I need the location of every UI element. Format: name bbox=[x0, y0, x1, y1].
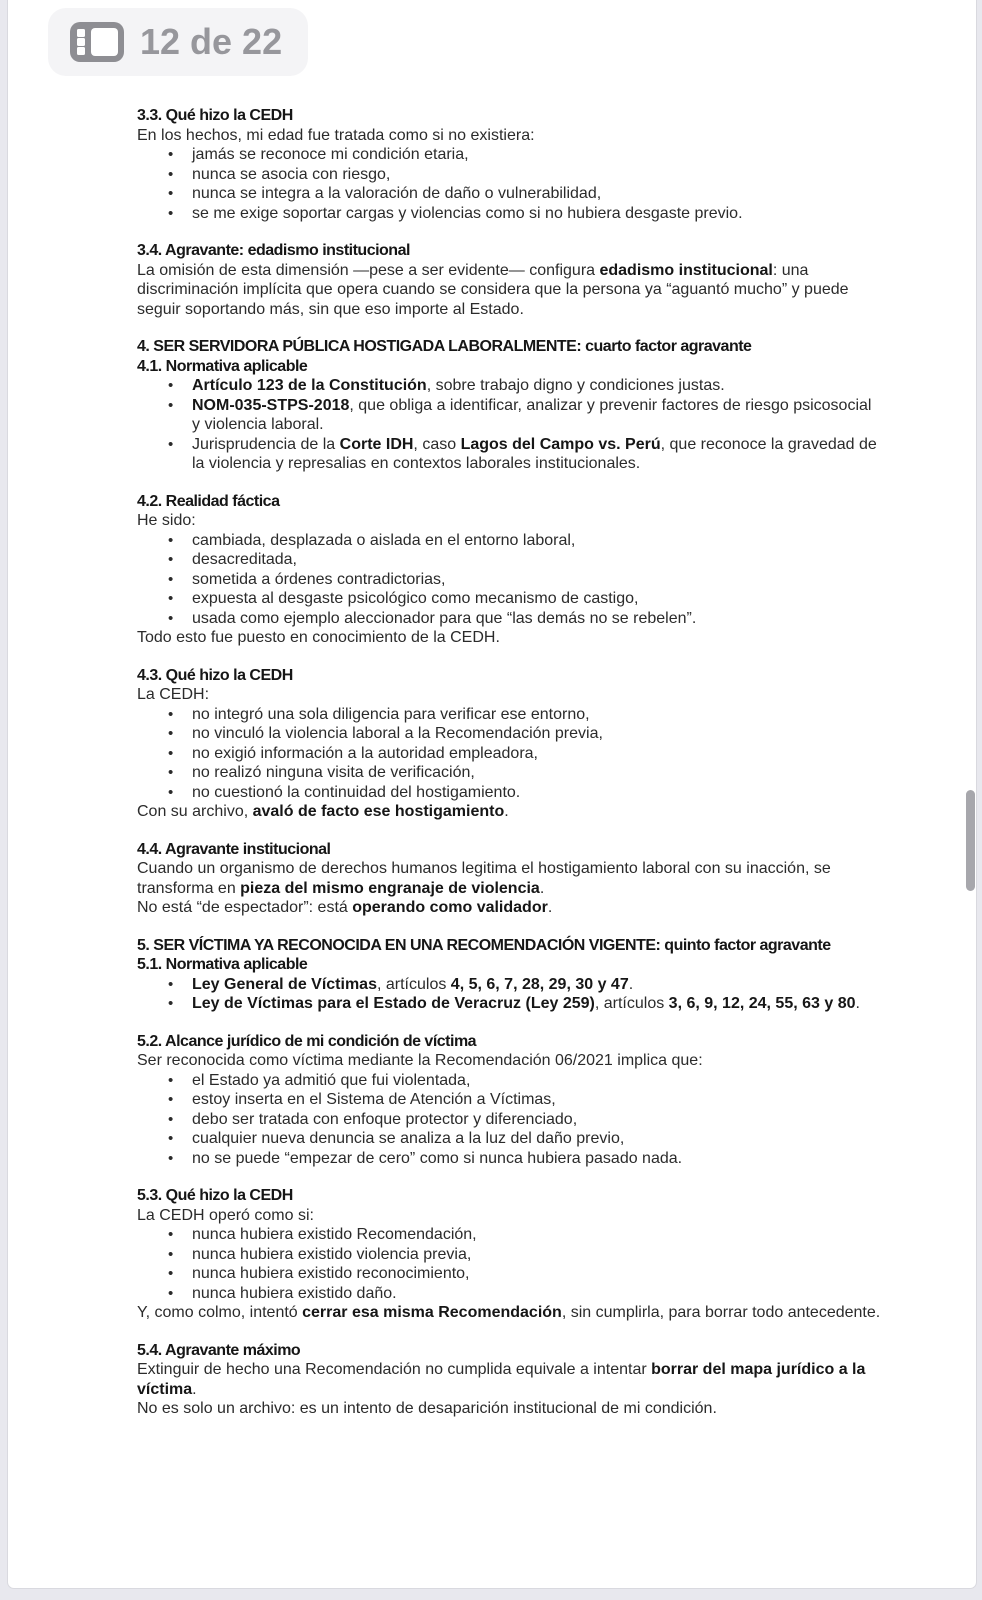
paragraph: Y, como colmo, intentó cerrar esa misma Recomendación, sin cumplirla, para borrar todo antecedente. bbox=[137, 1304, 881, 1321]
bullet-icon: • bbox=[168, 975, 174, 993]
list-item bbox=[137, 1264, 881, 1284]
paragraph: Ser reconocida como víctima mediante la Recomendación 06/2021 implica que: bbox=[137, 1052, 703, 1069]
list-item-text: desacreditada, bbox=[192, 551, 297, 568]
document-section bbox=[137, 936, 881, 1014]
bullet-icon: • bbox=[168, 609, 174, 627]
document-section bbox=[137, 1186, 881, 1323]
list-item-text: no vinculó la violencia laboral a la Recomendación previa, bbox=[192, 725, 603, 742]
list-item bbox=[137, 165, 881, 185]
list-item bbox=[137, 609, 881, 629]
list-item bbox=[137, 570, 881, 590]
bullet-icon: • bbox=[168, 377, 174, 394]
list-item bbox=[137, 204, 881, 224]
list-item-text: no integró una sola diligencia para verificar ese entorno, bbox=[192, 705, 590, 723]
bullet-icon: • bbox=[168, 1226, 174, 1243]
list-item-text: nunca hubiera existido Recomendación, bbox=[192, 1226, 477, 1243]
list-item bbox=[137, 1284, 881, 1304]
bullet-icon: • bbox=[168, 1071, 174, 1089]
list-item bbox=[137, 550, 881, 570]
bullet-icon: • bbox=[168, 783, 174, 801]
paragraph: La CEDH: bbox=[137, 686, 210, 703]
bullet-icon: • bbox=[168, 185, 174, 202]
page-thumbnails-sidebar-icon bbox=[70, 22, 124, 62]
list-item-text: nunca hubiera existido violencia previa, bbox=[192, 1245, 472, 1263]
paragraph: La omisión de esta dimensión —pese a ser evidente— configura edadismo institucional: una discriminación implícita que opera cuando se considera que la persona ya “aguantó mucho” y puede seguir soportando más, sin que eso importe al Estado. bbox=[137, 261, 849, 318]
list-item bbox=[137, 975, 881, 995]
bullet-icon: • bbox=[168, 570, 174, 588]
document-section bbox=[137, 1341, 881, 1419]
list-item-text: cambiada, desplazada o aislada en el entorno laboral, bbox=[192, 531, 576, 549]
bullet-icon: • bbox=[168, 531, 174, 549]
paragraph: La CEDH operó como si: bbox=[137, 1206, 314, 1224]
bullet-icon: • bbox=[168, 764, 174, 781]
bullet-icon: • bbox=[168, 1284, 174, 1302]
page-indicator-button[interactable] bbox=[48, 8, 308, 76]
list-item bbox=[137, 376, 881, 396]
document-page bbox=[8, 0, 976, 1588]
list-item-text: se me exige soportar cargas y violencias como si no hubiera desgaste previo. bbox=[192, 204, 743, 222]
list-item-text: no se puede “empezar de cero” como si nunca hubiera pasado nada. bbox=[192, 1149, 683, 1167]
page-indicator-label: 12 de 22 bbox=[140, 21, 283, 62]
list-item-text: sometida a órdenes contradictorias, bbox=[192, 570, 446, 588]
bullet-icon: • bbox=[168, 1091, 174, 1108]
paragraph: Cuando un organismo de derechos humanos legitima el hostigamiento laboral con su inacción, se transforma en pieza del mismo engranaje de violencia. bbox=[137, 860, 831, 897]
list-item bbox=[137, 763, 881, 783]
list-item bbox=[137, 184, 881, 204]
section-heading: 4.1. Normativa aplicable bbox=[137, 357, 308, 375]
list-item bbox=[137, 724, 881, 744]
list-item bbox=[137, 1149, 881, 1169]
list-item bbox=[137, 705, 881, 725]
document-section bbox=[137, 241, 881, 319]
list-item-text: no exigió información a la autoridad empleadora, bbox=[192, 744, 538, 762]
document-section bbox=[137, 492, 881, 648]
list-item-text: no cuestionó la continuidad del hostigamiento. bbox=[192, 783, 521, 801]
list-item-text: debo ser tratada con enfoque protector y diferenciado, bbox=[192, 1110, 578, 1128]
bullet-icon: • bbox=[168, 705, 174, 723]
list-item-text: NOM-035-STPS-2018, que obliga a identificar, analizar y prevenir factores de riesgo psicosocial y violencia laboral. bbox=[192, 396, 872, 433]
section-heading: 4.2. Realidad fáctica bbox=[137, 492, 280, 510]
list-item bbox=[137, 145, 881, 165]
bullet-icon: • bbox=[168, 551, 174, 568]
list-item-text: jamás se reconoce mi condición etaria, bbox=[192, 146, 469, 163]
list-item bbox=[137, 589, 881, 609]
list-item bbox=[137, 1090, 881, 1110]
list-item-text: Jurisprudencia de la Corte IDH, caso Lagos del Campo vs. Perú, que reconoce la gravedad de la violencia y represalias en contextos laborales institucionales. bbox=[192, 435, 877, 472]
document-section bbox=[137, 840, 881, 918]
section-heading: 5. SER VÍCTIMA YA RECONOCIDA EN UNA RECOMENDACIÓN VIGENTE: quinto factor agravante bbox=[137, 936, 831, 954]
list-item bbox=[137, 435, 881, 474]
document-section bbox=[137, 1032, 881, 1169]
list-item-text: el Estado ya admitió que fui violentada, bbox=[192, 1071, 471, 1089]
paragraph: En los hechos, mi edad fue tratada como si no existiera: bbox=[137, 126, 535, 144]
paragraph: Con su archivo, avaló de facto ese hostigamiento. bbox=[137, 803, 509, 820]
list-item bbox=[137, 744, 881, 764]
list-item bbox=[137, 1225, 881, 1245]
section-heading: 4.4. Agravante institucional bbox=[137, 840, 331, 858]
list-item-text: nunca hubiera existido reconocimiento, bbox=[192, 1265, 470, 1282]
list-item bbox=[137, 783, 881, 803]
section-heading: 5.4. Agravante máximo bbox=[137, 1341, 301, 1359]
list-item-text: nunca se integra a la valoración de daño o vulnerabilidad, bbox=[192, 185, 602, 202]
list-item-text: nunca se asocia con riesgo, bbox=[192, 165, 391, 183]
section-heading: 5.2. Alcance jurídico de mi condición de víctima bbox=[137, 1032, 477, 1050]
bullet-icon: • bbox=[168, 204, 174, 222]
bullet-icon: • bbox=[168, 165, 174, 183]
list-item-text: usada como ejemplo aleccionador para que “las demás no se rebelen”. bbox=[192, 609, 697, 627]
list-item bbox=[137, 531, 881, 551]
document-content bbox=[137, 106, 881, 1419]
section-heading: 4. SER SERVIDORA PÚBLICA HOSTIGADA LABORALMENTE: cuarto factor agravante bbox=[137, 338, 752, 355]
bullet-icon: • bbox=[168, 744, 174, 762]
scrollbar-thumb[interactable] bbox=[966, 790, 975, 891]
bullet-icon: • bbox=[168, 590, 174, 607]
bullet-icon: • bbox=[168, 1265, 174, 1282]
section-heading: 3.3. Qué hizo la CEDH bbox=[137, 107, 293, 124]
paragraph: He sido: bbox=[137, 512, 196, 529]
bullet-icon: • bbox=[168, 1245, 174, 1263]
list-item bbox=[137, 1245, 881, 1265]
document-section bbox=[137, 666, 881, 822]
list-item-text: Ley de Víctimas para el Estado de Veracruz (Ley 259), artículos 3, 6, 9, 12, 24, 55, 63 y 80. bbox=[192, 995, 860, 1012]
section-heading: 5.1. Normativa aplicable bbox=[137, 956, 308, 973]
document-section bbox=[137, 106, 881, 223]
bullet-icon: • bbox=[168, 1130, 174, 1147]
paragraph: No es solo un archivo: es un intento de desaparición institucional de mi condición. bbox=[137, 1400, 717, 1417]
section-heading: 5.3. Qué hizo la CEDH bbox=[137, 1187, 293, 1204]
document-section bbox=[137, 337, 881, 474]
paragraph: Extinguir de hecho una Recomendación no cumplida equivale a intentar borrar del mapa jurídico a la víctima. bbox=[137, 1361, 866, 1398]
bullet-icon: • bbox=[168, 396, 174, 414]
paragraph: Todo esto fue puesto en conocimiento de la CEDH. bbox=[137, 629, 500, 646]
list-item-text: estoy inserta en el Sistema de Atención a Víctimas, bbox=[192, 1091, 556, 1108]
section-heading: 4.3. Qué hizo la CEDH bbox=[137, 666, 293, 684]
list-item bbox=[137, 1071, 881, 1091]
bullet-icon: • bbox=[168, 1149, 174, 1167]
list-item bbox=[137, 1110, 881, 1130]
list-item-text: cualquier nueva denuncia se analiza a la luz del daño previo, bbox=[192, 1130, 625, 1147]
list-item bbox=[137, 994, 881, 1014]
list-item-text: nunca hubiera existido daño. bbox=[192, 1284, 397, 1302]
section-heading: 3.4. Agravante: edadismo institucional bbox=[137, 242, 410, 259]
list-item-text: expuesta al desgaste psicológico como mecanismo de castigo, bbox=[192, 590, 639, 607]
bullet-icon: • bbox=[168, 146, 174, 163]
list-item-text: Ley General de Víctimas, artículos 4, 5, 6, 7, 28, 29, 30 y 47. bbox=[192, 975, 634, 993]
bullet-icon: • bbox=[168, 435, 174, 453]
bullet-icon: • bbox=[168, 1110, 174, 1128]
bullet-icon: • bbox=[168, 995, 174, 1012]
list-item bbox=[137, 1129, 881, 1149]
list-item-text: Artículo 123 de la Constitución, sobre trabajo digno y condiciones justas. bbox=[192, 377, 725, 394]
list-item bbox=[137, 396, 881, 435]
list-item-text: no realizó ninguna visita de verificación, bbox=[192, 764, 475, 781]
paragraph: No está “de espectador”: está operando como validador. bbox=[137, 899, 553, 916]
bullet-icon: • bbox=[168, 725, 174, 742]
